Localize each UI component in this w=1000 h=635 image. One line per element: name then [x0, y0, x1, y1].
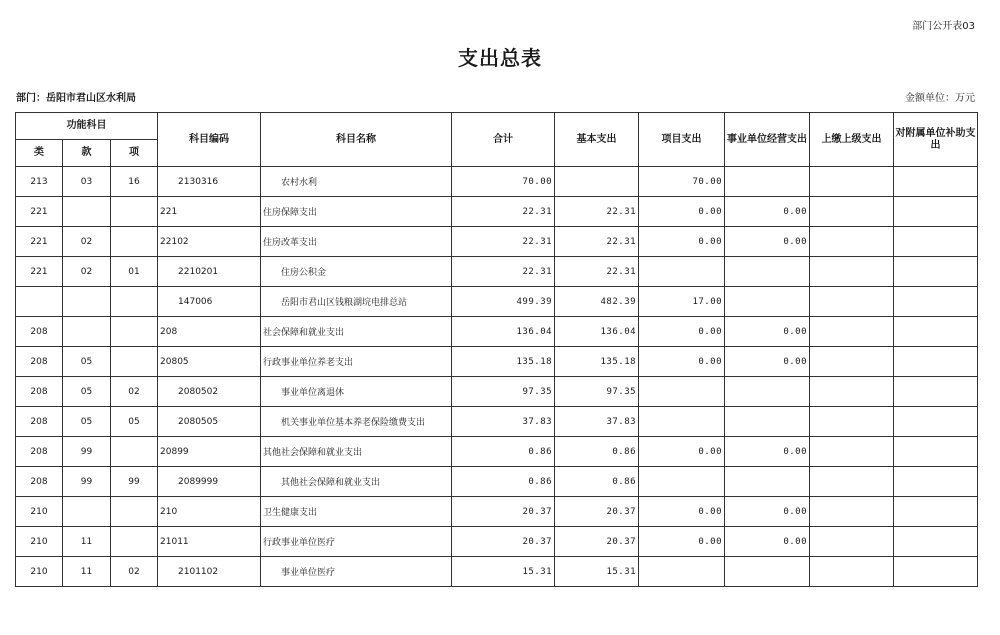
cell-xiang: [111, 317, 158, 347]
cell-code: 2089999: [158, 467, 261, 497]
cell-total: 136.04: [452, 317, 555, 347]
cell-kuan: 02: [63, 227, 111, 257]
cell-subsidiary: [894, 227, 978, 257]
table-row: [16, 497, 978, 527]
cell-basic: 20.37: [555, 497, 639, 527]
table-row: [16, 467, 978, 497]
cell-basic: 22.31: [555, 197, 639, 227]
cell-upper: [810, 347, 894, 377]
cell-total: 499.39: [452, 287, 555, 317]
table-row: [16, 437, 978, 467]
cell-upper: [810, 317, 894, 347]
cell-name: 住房保障支出: [261, 197, 452, 227]
cell-lei: 208: [16, 467, 63, 497]
cell-xiang: 99: [111, 467, 158, 497]
header-kuan: 款: [63, 140, 111, 167]
expenditure-summary-table: [15, 112, 978, 587]
cell-basic: 20.37: [555, 527, 639, 557]
cell-lei: 221: [16, 227, 63, 257]
cell-total: 70.00: [452, 167, 555, 197]
cell-code: 221: [158, 197, 261, 227]
cell-xiang: 02: [111, 377, 158, 407]
table-row: [16, 377, 978, 407]
cell-lei: 210: [16, 557, 63, 587]
cell-subsidiary: [894, 347, 978, 377]
amount-unit-label: 金额单位：万元: [905, 93, 975, 104]
cell-basic: 22.31: [555, 257, 639, 287]
cell-code: 20899: [158, 437, 261, 467]
cell-basic: 97.35: [555, 377, 639, 407]
cell-total: 0.86: [452, 437, 555, 467]
cell-upper: [810, 437, 894, 467]
cell-subsidiary: [894, 437, 978, 467]
table-row: [16, 197, 978, 227]
cell-subsidiary: [894, 317, 978, 347]
cell-business: 0.00: [725, 437, 810, 467]
cell-lei: 221: [16, 257, 63, 287]
cell-project: 0.00: [639, 227, 725, 257]
cell-kuan: 99: [63, 467, 111, 497]
cell-name: 行政事业单位养老支出: [261, 347, 452, 377]
cell-basic: [555, 167, 639, 197]
cell-code: 20805: [158, 347, 261, 377]
cell-basic: 135.18: [555, 347, 639, 377]
cell-kuan: [63, 287, 111, 317]
cell-project: [639, 407, 725, 437]
table-row: [16, 407, 978, 437]
cell-kuan: 03: [63, 167, 111, 197]
cell-name: 岳阳市君山区钱粮湖垸电排总站: [261, 287, 452, 317]
cell-code: 147006: [158, 287, 261, 317]
cell-business: 0.00: [725, 497, 810, 527]
cell-subsidiary: [894, 557, 978, 587]
cell-xiang: [111, 497, 158, 527]
cell-total: 22.31: [452, 227, 555, 257]
cell-kuan: [63, 317, 111, 347]
cell-total: 22.31: [452, 257, 555, 287]
table-body: [16, 167, 978, 587]
cell-project: 0.00: [639, 317, 725, 347]
cell-code: 2080505: [158, 407, 261, 437]
cell-upper: [810, 377, 894, 407]
cell-xiang: 16: [111, 167, 158, 197]
header-code: 科目编码: [158, 113, 261, 167]
cell-kuan: 05: [63, 347, 111, 377]
cell-xiang: [111, 437, 158, 467]
cell-name: 其他社会保障和就业支出: [261, 467, 452, 497]
cell-lei: 221: [16, 197, 63, 227]
cell-kuan: 99: [63, 437, 111, 467]
header-function-subject: 功能科目: [16, 113, 158, 140]
cell-lei: 208: [16, 317, 63, 347]
cell-project: 70.00: [639, 167, 725, 197]
cell-name: 事业单位离退休: [261, 377, 452, 407]
cell-kuan: [63, 197, 111, 227]
cell-business: [725, 167, 810, 197]
cell-business: 0.00: [725, 227, 810, 257]
form-number: 部门公开表03: [912, 21, 975, 32]
header-name: 科目名称: [261, 113, 452, 167]
cell-xiang: [111, 287, 158, 317]
cell-upper: [810, 167, 894, 197]
cell-xiang: [111, 527, 158, 557]
table-row: [16, 257, 978, 287]
cell-code: 22102: [158, 227, 261, 257]
cell-total: 0.86: [452, 467, 555, 497]
cell-total: 20.37: [452, 527, 555, 557]
table-row: [16, 557, 978, 587]
cell-upper: [810, 527, 894, 557]
cell-kuan: [63, 497, 111, 527]
cell-code: 2210201: [158, 257, 261, 287]
cell-kuan: 11: [63, 557, 111, 587]
cell-basic: 37.83: [555, 407, 639, 437]
cell-code: 2080502: [158, 377, 261, 407]
cell-code: 2130316: [158, 167, 261, 197]
table-row: [16, 347, 978, 377]
cell-name: 住房公积金: [261, 257, 452, 287]
cell-subsidiary: [894, 527, 978, 557]
cell-xiang: 01: [111, 257, 158, 287]
cell-project: [639, 557, 725, 587]
cell-business: [725, 407, 810, 437]
cell-kuan: 05: [63, 407, 111, 437]
cell-total: 15.31: [452, 557, 555, 587]
cell-code: 210: [158, 497, 261, 527]
cell-name: 机关事业单位基本养老保险缴费支出: [261, 407, 452, 437]
cell-lei: 208: [16, 377, 63, 407]
cell-upper: [810, 197, 894, 227]
table-row: [16, 317, 978, 347]
cell-business: [725, 377, 810, 407]
header-lei: 类: [16, 140, 63, 167]
cell-total: 20.37: [452, 497, 555, 527]
cell-basic: 136.04: [555, 317, 639, 347]
cell-lei: 208: [16, 347, 63, 377]
cell-upper: [810, 467, 894, 497]
cell-name: 行政事业单位医疗: [261, 527, 452, 557]
cell-project: 0.00: [639, 527, 725, 557]
cell-upper: [810, 227, 894, 257]
cell-business: 0.00: [725, 527, 810, 557]
header-xiang: 项: [111, 140, 158, 167]
cell-lei: 208: [16, 407, 63, 437]
header-business: 事业单位经营支出: [725, 113, 810, 167]
cell-business: [725, 557, 810, 587]
cell-project: [639, 257, 725, 287]
cell-lei: 208: [16, 437, 63, 467]
page-title: 支出总表: [458, 46, 542, 70]
cell-basic: 15.31: [555, 557, 639, 587]
table-row: [16, 527, 978, 557]
cell-xiang: [111, 347, 158, 377]
table-row: [16, 287, 978, 317]
cell-project: 0.00: [639, 437, 725, 467]
cell-name: 住房改革支出: [261, 227, 452, 257]
cell-project: [639, 377, 725, 407]
cell-upper: [810, 287, 894, 317]
cell-upper: [810, 407, 894, 437]
cell-name: 其他社会保障和就业支出: [261, 437, 452, 467]
cell-subsidiary: [894, 257, 978, 287]
cell-project: [639, 467, 725, 497]
cell-business: 0.00: [725, 347, 810, 377]
cell-kuan: 11: [63, 527, 111, 557]
cell-basic: 482.39: [555, 287, 639, 317]
cell-project: 0.00: [639, 497, 725, 527]
table-row: [16, 167, 978, 197]
cell-kuan: 02: [63, 257, 111, 287]
cell-xiang: 02: [111, 557, 158, 587]
cell-business: 0.00: [725, 197, 810, 227]
table-row: [16, 227, 978, 257]
cell-name: 事业单位医疗: [261, 557, 452, 587]
cell-subsidiary: [894, 167, 978, 197]
cell-lei: 213: [16, 167, 63, 197]
header-upper: 上缴上级支出: [810, 113, 894, 167]
cell-project: 0.00: [639, 347, 725, 377]
cell-xiang: [111, 227, 158, 257]
cell-basic: 0.86: [555, 467, 639, 497]
cell-business: [725, 467, 810, 497]
header-basic: 基本支出: [555, 113, 639, 167]
cell-xiang: [111, 197, 158, 227]
cell-name: 农村水利: [261, 167, 452, 197]
cell-subsidiary: [894, 407, 978, 437]
cell-business: [725, 257, 810, 287]
cell-project: 0.00: [639, 197, 725, 227]
cell-basic: 0.86: [555, 437, 639, 467]
cell-lei: 210: [16, 497, 63, 527]
department-label: 部门：岳阳市君山区水利局: [16, 93, 136, 104]
cell-lei: 210: [16, 527, 63, 557]
cell-upper: [810, 557, 894, 587]
cell-project: 17.00: [639, 287, 725, 317]
cell-code: 208: [158, 317, 261, 347]
header-subsidiary: 对附属单位补助支出: [894, 113, 978, 167]
cell-subsidiary: [894, 467, 978, 497]
header-project: 项目支出: [639, 113, 725, 167]
cell-total: 97.35: [452, 377, 555, 407]
cell-total: 22.31: [452, 197, 555, 227]
cell-total: 37.83: [452, 407, 555, 437]
cell-upper: [810, 497, 894, 527]
cell-subsidiary: [894, 377, 978, 407]
header-total: 合计: [452, 113, 555, 167]
cell-business: 0.00: [725, 317, 810, 347]
cell-subsidiary: [894, 197, 978, 227]
cell-subsidiary: [894, 497, 978, 527]
cell-code: 21011: [158, 527, 261, 557]
cell-basic: 22.31: [555, 227, 639, 257]
cell-subsidiary: [894, 287, 978, 317]
cell-upper: [810, 257, 894, 287]
cell-xiang: 05: [111, 407, 158, 437]
cell-total: 135.18: [452, 347, 555, 377]
cell-name: 卫生健康支出: [261, 497, 452, 527]
cell-code: 2101102: [158, 557, 261, 587]
cell-lei: [16, 287, 63, 317]
cell-kuan: 05: [63, 377, 111, 407]
cell-business: [725, 287, 810, 317]
cell-name: 社会保障和就业支出: [261, 317, 452, 347]
